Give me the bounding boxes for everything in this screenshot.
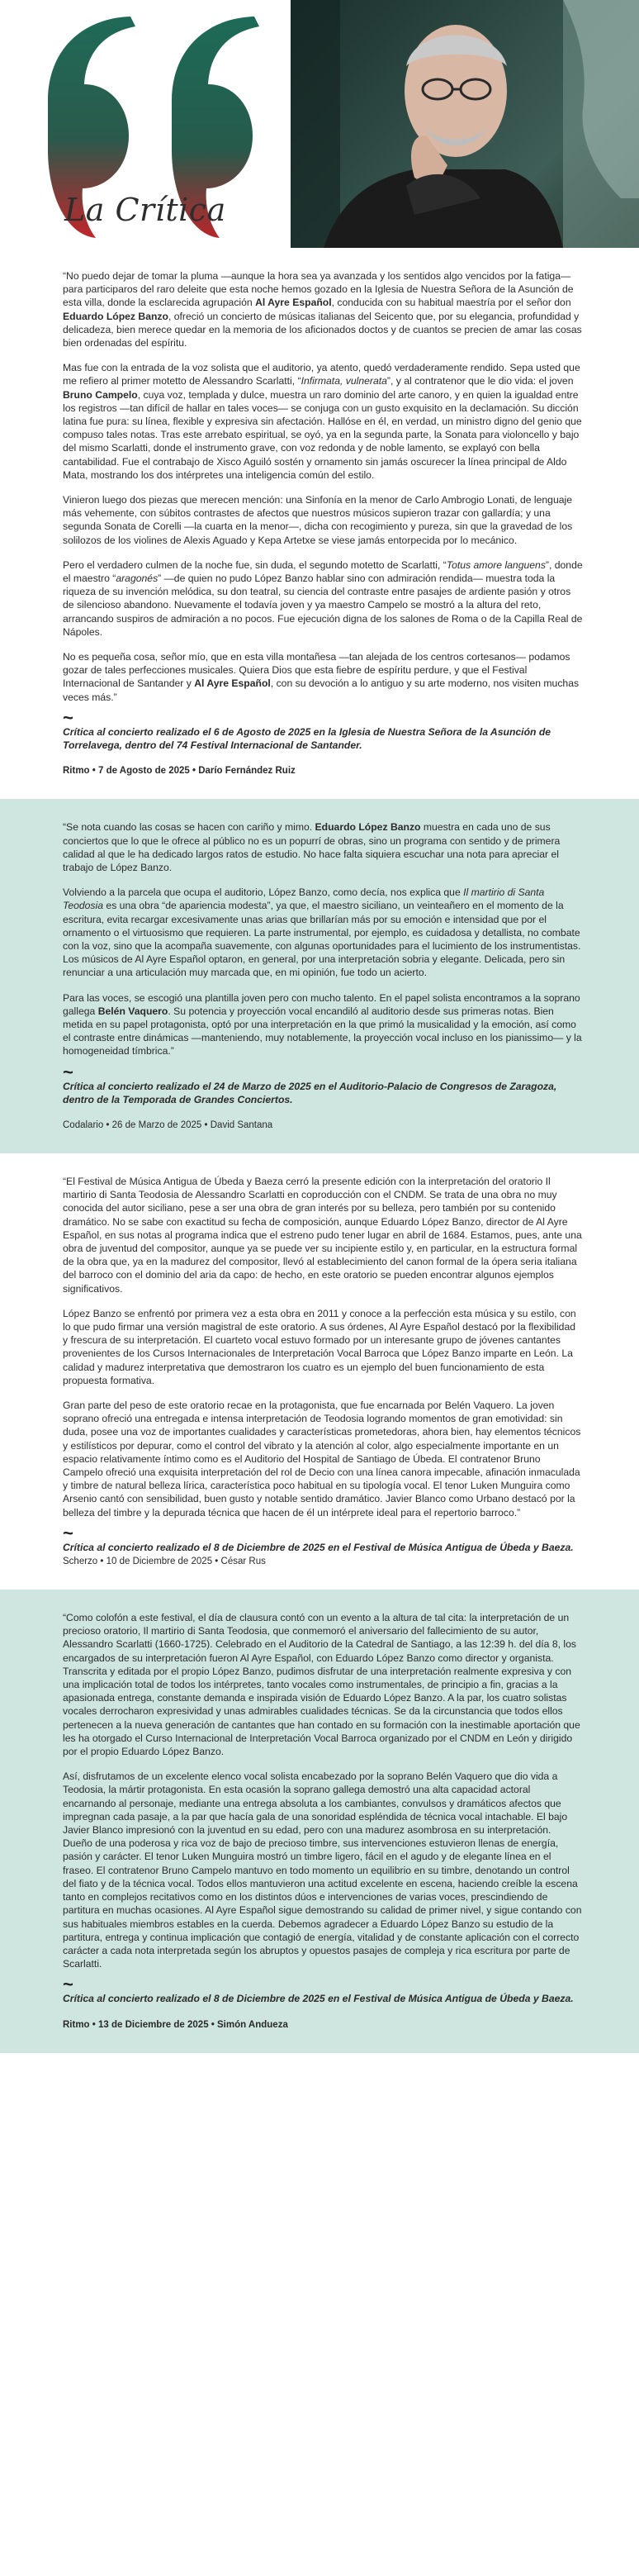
- bold-name: Al Ayre Español: [194, 677, 271, 690]
- review-source: Scherzo • 10 de Diciembre de 2025 • César Rus: [63, 1557, 266, 1567]
- bold-name: Al Ayre Español: [255, 297, 332, 309]
- text-run: Pero el verdadero culmen de la noche fue, sin duda, el segundo motetto de Scarlatti, “: [63, 558, 447, 571]
- review-paragraph: [63, 1770, 583, 1970]
- text-run: Mas fue con la entrada de la voz solista que el auditorio, ya atento, quedó verdaderamente rendido. Sepa usted que me refiero al primer motetto de Alessandro Scarlatti, “: [63, 362, 580, 387]
- text-run: , cuya voz, templada y dulce, muestra un raro dominio del arte canoro, y en quien la igualdad entre los registros —tan difícil de hallar en tales voces— se conjuga con un gusto exquisito en la declamación. Su dicción latina fue pura: su línea, flexible y expresiva sin afectación. Hallóse en él, en verdad, un ministro digno del genio que compuso tales notas. Tras este arrebato espiritual, se oyó, ya en la segunda parte, la Sonata para violoncello y bajo del mismo Scarlatti, donde el instrumento grave, con voz redonda y de noble lamento, se explayó con bella cantabilidad. Fue el contrabajo de Xisco Aguiló sostén y ornamento sin jamás oscurecer la línea principal de Aldo Mata, mostrando los dos intérpretes una inteligencia común del estilo.: [63, 388, 582, 481]
- review-paragraph: [63, 1307, 583, 1387]
- bold-name: Eduardo López Banzo: [63, 310, 168, 322]
- text-run: Para las voces, se escogió una plantilla joven pero con mucho talento. En el papel solista encontramos a la soprano gallega: [63, 991, 580, 1017]
- review-source: Ritmo • 13 de Diciembre de 2025 • Simón Andueza: [63, 2019, 288, 2030]
- review-caption: [63, 1541, 583, 1568]
- text-run: , ofreció un concierto de músicas italianas del Seicento que, por su elegancia, profundidad y delicadeza, bien merece quedar en la memoria de los aficionados doctos y de cuantos se precien de amar las cosas bien ordenadas del espíritu.: [63, 310, 582, 349]
- tilde-ornament-icon: ~: [63, 1974, 73, 1995]
- review-section: [0, 248, 639, 799]
- text-run: Volviendo a la parcela que ocupa el auditorio, López Banzo, como decía, nos explica que: [63, 886, 464, 899]
- review-paragraph: [63, 1611, 583, 1758]
- italic-title: Il martirio di Santa Teodosia: [63, 886, 545, 912]
- review-paragraph: [63, 650, 583, 704]
- text-run: “Como colofón a este festival, el día de clausura contó con un evento a la altura de tal cita: la interpretación de un precioso oratorio, Il martirio di Santa Teodosia, que conmemoró el aniversario del fallecimiento de su autor, Alessandro Scarlatti (1660-1725). Celebrado en el Auditorio de la Catedral de Santiago, a las 12:39 h. del día 8, los encargados de su interpretación fueron Al Ayre Español, con Eduardo López Banzo como director y organista. Transcrita y editada por el propio López Banzo, pudimos disfrutar de una interpretación realmente expresiva y con una implicación total de todos los intérpretes, tanto vocales como instrumentales, de principio a fin, gracias a la apasionada entrega, constante demanda e inspirada visión de Eduardo López Banzo. A la par, los cuatro solistas vocales derrocharon expresividad y unas admirables cualidades técnicas. Se da la circunstancia que todos ellos pertenecen a la nueva generación de cantantes que han contado en su formación con la inestimable aportación que les ha otorgado el Curso Internacional de Interpretación Vocal Barroca organizado por el CNDM en León y dirigido por el propio Eduardo López Banzo.: [63, 1612, 580, 1758]
- text-run: “No puedo dejar de tomar la pluma —aunque la hora sea ya avanzada y los sentidos algo vencidos por la fatiga— para participaros del raro deleite que esta noche hemos gozado en la Iglesia de Nuestra Señora de la Asunción de esta villa, donde la esclarecida agrupación: [63, 270, 574, 309]
- caption-text: Crítica al concierto realizado el 6 de Agosto de 2025 en la Iglesia de Nuestra Señora de la Asunción de Torrelavega, dentro del 74 Festival Internacional de Santander.: [63, 725, 551, 752]
- text-run: ”, donde el maestro “: [63, 558, 583, 585]
- page-title: La Crítica: [64, 192, 226, 228]
- review-section: [0, 1153, 639, 1590]
- review-caption: [63, 1080, 583, 1106]
- italic-title: Totus amore languens: [446, 558, 546, 571]
- italic-title: Infirmata, vulnerata: [301, 375, 387, 387]
- text-run: ”, y al contratenor que le dio vida: el joven: [386, 375, 574, 387]
- tilde-ornament-icon: ~: [63, 706, 73, 728]
- text-run: es una obra “de apariencia modesta”, ya que, el maestro siciliano, un veinteañero en el momento de la escritura, evita recargar excesivamente unas arias que brillarían más por su emoción e intensidad que por el ornamento o el virtuosismo que requieren. La parte instrumental, por ejemplo, es cuidadosa y detallista, no combate con la voz, sino que la acompaña suavemente, con algunas oportunidades para el lucimiento de los instrumentistas. Los músicos de Al Ayre Español optaron, en general, por una interpretación sobria y elegante. Delicada, pero sin renunciar a una articulación muy marcada que, en mi opinión, fue todo un acierto.: [63, 900, 581, 979]
- review-paragraph: [63, 991, 583, 1058]
- caption-text: Crítica al concierto realizado el 8 de Diciembre de 2025 en el Festival de Música Antigua de Úbeda y Baeza.: [63, 1993, 574, 2005]
- text-run: ” —de quien no pudo López Banzo hablar sino con admiración rendida— muestra toda la riqueza de su invención melódica, su don teatral, su ciencia del contraste entre pasajes de ardiente pasión y otros de silencioso abandono. Nuevamente el todavía joven y ya maestro Campelo se mostró a la altura del reto, arrancando suspiros de admiración a no pocos. Fue ejecución digna de los salones de Roma o de la Capilla Real de Nápoles.: [63, 573, 583, 638]
- text-run: , conducida con su habitual maestría por el señor don: [331, 297, 571, 309]
- review-source: Codalario • 26 de Marzo de 2025 • David Santana: [63, 1119, 273, 1130]
- header: [0, 0, 639, 248]
- text-run: “Se nota cuando las cosas se hacen con cariño y mimo.: [63, 821, 315, 834]
- review-paragraph: [63, 558, 583, 639]
- reviews-list: [0, 248, 639, 2053]
- tilde-ornament-icon: ~: [63, 1061, 73, 1082]
- text-run: “El Festival de Música Antigua de Úbeda y Baeza cerró la presente edición con la interpretación del oratorio Il martirio di Santa Teodosia de Alessandro Scarlatti en coproducción con el CNDM. Se trata de una obra no muy conocida del autor siciliano, pese a ser una obra de gran interés por su belleza, pero también por su contenido dramático. No se sabe con exactitud su fecha de composición, aunque Eduardo López Banzo, director de Al Ayre Español, en sus notas al programa indica que el estreno pudo tener lugar en abril de 1684. Estamos, pues, ante una obra de juventud del compositor, aunque ya se puede ver su incipiente estilo y, en particular, en la estructura formal de la obra que, ya en la madurez del compositor, llevó al establecimiento del canon formal de la ópera seria italiana del barroco con el dominio del aria da capo: de hecho, en este oratorio se pueden encontrar algunos ejemplos significativos.: [63, 1175, 582, 1295]
- tilde-ornament-icon: ~: [63, 1522, 73, 1543]
- review-paragraph: [63, 361, 583, 482]
- text-run: Vinieron luego dos piezas que merecen mención: una Sinfonía en la menor de Carlo Ambrogio Lonati, de lenguaje más vehemente, con súbitos contrastes de afectos que nuestros músicos supieron trazar con gallardía; y una segunda Sonata de Corelli —la cuarta en la menor—, dicha con recogimiento y pureza, sin que la gravedad de los solilozos de los violines de Alexis Aguado y Kepa Artetxe se viese jamás entorpecida por lo mecánico.: [63, 494, 573, 546]
- text-run: No es pequeña cosa, señor mío, que en esta villa montañesa —tan alejada de los centros cortesanos— podamos gozar de tales perfecciones musicales. Quiera Dios que esta fiebre de espíritu perdure, y que el Festival Internacional de Santander y: [63, 651, 570, 690]
- review-source-line: [63, 2018, 583, 2032]
- review-source: Ritmo • 7 de Agosto de 2025 • Darío Fernández Ruiz: [63, 766, 296, 777]
- text-run: Así, disfrutamos de un excelente elenco vocal solista encabezado por la soprano Belén Vaquero que dio vida a Teodosia, la mártir protagonista. En esta ocasión la soprano gallega demostró una alta capacidad actoral encarnando al personaje, mediante una entrega absoluta a los cambiantes, convulsos y dramáticos afectos que impregnan cada pasaje, a la par que hacía gala de una sonoridad espléndida de técnica vocal intachable. El bajo Javier Blanco impresionó con la juventud en su edad, pero con una madurez asombrosa en su interpretación. Dueño de una poderosa y rica voz de bajo de precioso timbre, sus intervenciones estuvieron llenas de energía, pasión y carácter. El tenor Luken Munguira mostró un timbre ligero, fácil en el agudo y de elegante línea en el fraseo. El contratenor Bruno Campelo mantuvo en todo momento un equilibrio en su timbre, denotando un control del fiato y de la técnica vocal. Todos ellos mantuvieron una actitud excelente en escena, haciendo creíble la escena tanto en complejos recitativos como en los distintos dúos e intervenciones de varias voces, prescindiendo de partitura en muchas ocasiones. Al Ayre Español sigue demostrando su calidad de primer nivel, y sigue contando con sus habituales miembros estables en la cuerda. Debemos agradecer a Eduardo López Banzo su estudio de la partitura, entrega y continua implicación que contagió de energía, vitalidad y de constante aplicación con el correcto carácter a cada nota interpretada según los abruptos y opuestos pasajes de compleja y rica escritura por parte de Scarlatti.: [63, 1770, 582, 1970]
- caption-text: Crítica al concierto realizado el 8 de Diciembre de 2025 en el Festival de Música Antigua de Úbeda y Baeza.: [63, 1541, 574, 1553]
- text-run: Gran parte del peso de este oratorio recae en la protagonista, que fue encarnada por Belén Vaquero. La joven soprano ofreció una entregada e intensa interpretación de Teodosia logrando momentos de gran emotividad: sin duda, posee una voz de importantes cualidades y características prometedoras, ahora bien, hay elementos técnicos y estilísticos por depurar, como el control del vibrato y la atención al color, algo especialmente importante en un espacio relativamente íntimo como es el Auditorio del Hospital de Santiago de Úbeda. El contratenor Bruno Campelo ofreció una exquisita interpretación del rol de Decio con una línea canora impecable, afinación inmaculada y timbre de natural belleza lírica, característica poco habitual en su tipología vocal. El tenor Luken Munguira como Arsenio cantó con sensibilidad, buen gusto y notable sentido dramático. Javier Blanco como Urbano destacó por la belleza del timbre y la depurada técnica que hacen de él un intérprete ideal para el repertorio barroco.”: [63, 1400, 581, 1519]
- text-run: López Banzo se enfrentó por primera vez a esta obra en 2011 y conoce a la perfección esta música y su estilo, con lo que pudo firmar una versión magistral de este oratorio. A sus órdenes, Al Ayre Español destacó por la flexibilidad y frescura de su interpretación. El cuarteto vocal estuvo formado por un interesante grupo de jóvenes cantantes provenientes de los Cursos Internacionales de Interpretación Vocal Barroca que López Banzo imparte en León. La calidad y madurez interpretativa que demostraron los cuatro es un ejemplo del buen funcionamiento de esta propuesta formativa.: [63, 1307, 576, 1386]
- review-paragraph: [63, 820, 583, 874]
- review-caption: [63, 725, 583, 752]
- review-paragraph: [63, 493, 583, 547]
- bold-name: Eduardo López Banzo: [315, 821, 421, 834]
- review-paragraph: [63, 886, 583, 979]
- portrait-photo: [291, 0, 639, 248]
- review-source-line: [63, 1118, 583, 1132]
- italic-title: aragonés: [116, 573, 159, 585]
- review-paragraph: [63, 1399, 583, 1519]
- review-source-line: [63, 763, 583, 777]
- bold-name: Bruno Campelo: [63, 388, 138, 401]
- caption-text: Crítica al concierto realizado el 24 de Marzo de 2025 en el Auditorio-Palacio de Congresos de Zaragoza, dentro de la Temporada de Grandes Conciertos.: [63, 1080, 557, 1105]
- text-run: , con su devoción a lo antiguo y su arte moderno, nos visiten muchas veces más.”: [63, 677, 580, 703]
- review-caption: [63, 1992, 583, 2005]
- text-run: . Su potencia y proyección vocal encandiló al auditorio desde sus primeras notas. Bien metida en su papel protagonista, optó por una interpretación en la que primó la musicalidad y la emoción, así como el contraste entre dinámicas —manteniendo, muy notablemente, la proyección vocal incluso en los pianissimo— y la homogeneidad tímbrica.”: [63, 1005, 582, 1057]
- review-paragraph: [63, 1175, 583, 1295]
- bold-name: Belén Vaquero: [97, 1005, 168, 1017]
- review-section: [0, 1590, 639, 2052]
- review-section: [0, 799, 639, 1153]
- review-paragraph: [63, 269, 583, 349]
- text-run: muestra en cada uno de sus conciertos que lo que le ofrece al público no es un popurrí de obras, sino un programa con sentido y de primera calidad al que le ha dedicado largos ratos de estudio. No hace falta siquiera escuchar una nota para apreciar el trabajo de López Banzo.: [63, 821, 561, 873]
